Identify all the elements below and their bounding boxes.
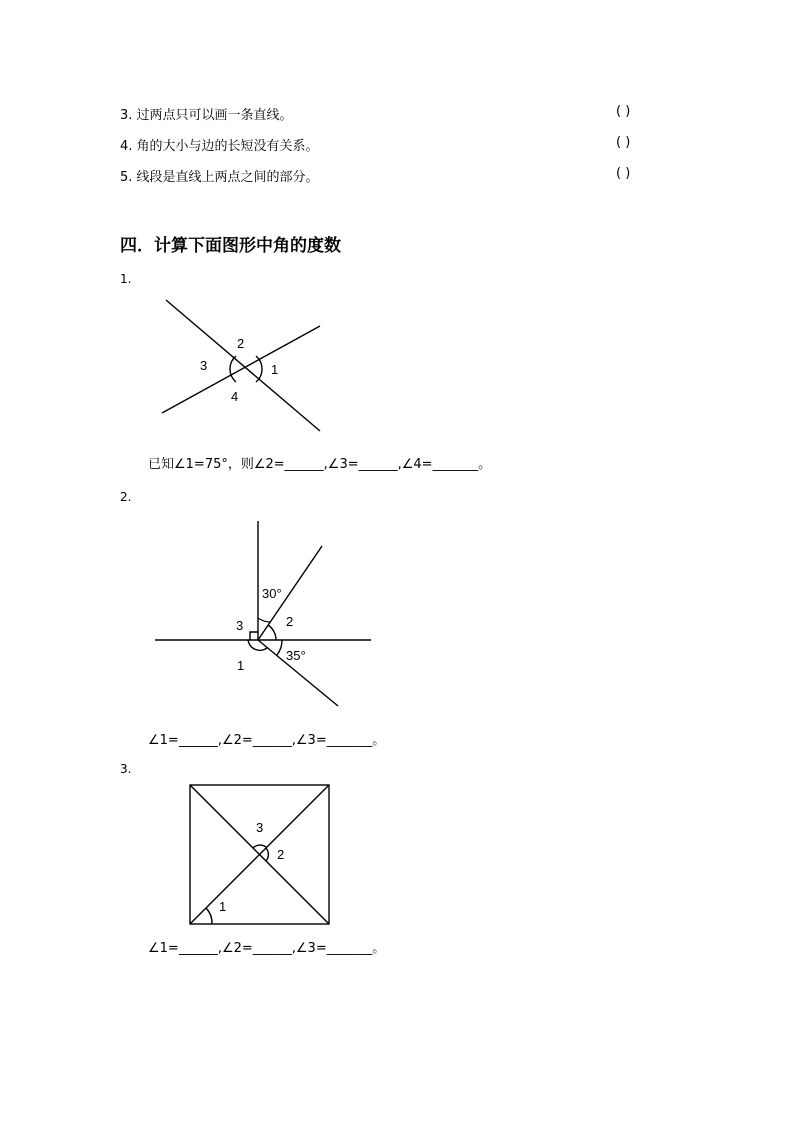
label-angle-4: 4 [231,389,239,404]
label-angle-3: 3 [236,618,244,633]
answer-paren-5[interactable]: ( ) [616,166,631,181]
section-title: 四．计算下面图形中角的度数 [120,236,341,256]
problem-2-question: ∠1=______,∠2=______,∠3=_______。 [148,733,386,748]
angle-arc-2 [266,848,268,861]
statement-5: 5. 线段是直线上两点之间的部分。 [120,170,319,185]
label-angle-3: 3 [256,820,264,835]
label-angle-2: 2 [237,336,245,351]
angle-arc-3 [253,845,266,848]
statement-3: 3. 过两点只可以画一条直线。 [120,108,293,123]
label-angle-1: 1 [237,658,245,673]
problem-2-number: 2. [120,490,132,504]
problem-3-question: ∠1=______,∠2=______,∠3=_______。 [148,941,386,956]
label-angle-1: 1 [219,899,227,914]
problem-1-question: 已知∠1=75°，则∠2=______,∠3=______,∠4=_______。 [148,457,492,472]
label-35-degrees: 35° [286,648,306,663]
label-angle-2: 2 [277,847,285,862]
label-30-degrees: 30° [262,586,282,601]
problem-3-number: 3. [120,762,132,776]
label-angle-2: 2 [286,614,294,629]
problem-1-number: 1. [120,272,132,286]
answer-paren-4[interactable]: ( ) [616,135,631,150]
answer-paren-3[interactable]: ( ) [616,104,631,119]
label-angle-1: 1 [271,362,279,377]
angle-arc-1 [206,908,212,924]
label-angle-3: 3 [200,358,208,373]
statement-4: 4. 角的大小与边的长短没有关系。 [120,139,319,154]
